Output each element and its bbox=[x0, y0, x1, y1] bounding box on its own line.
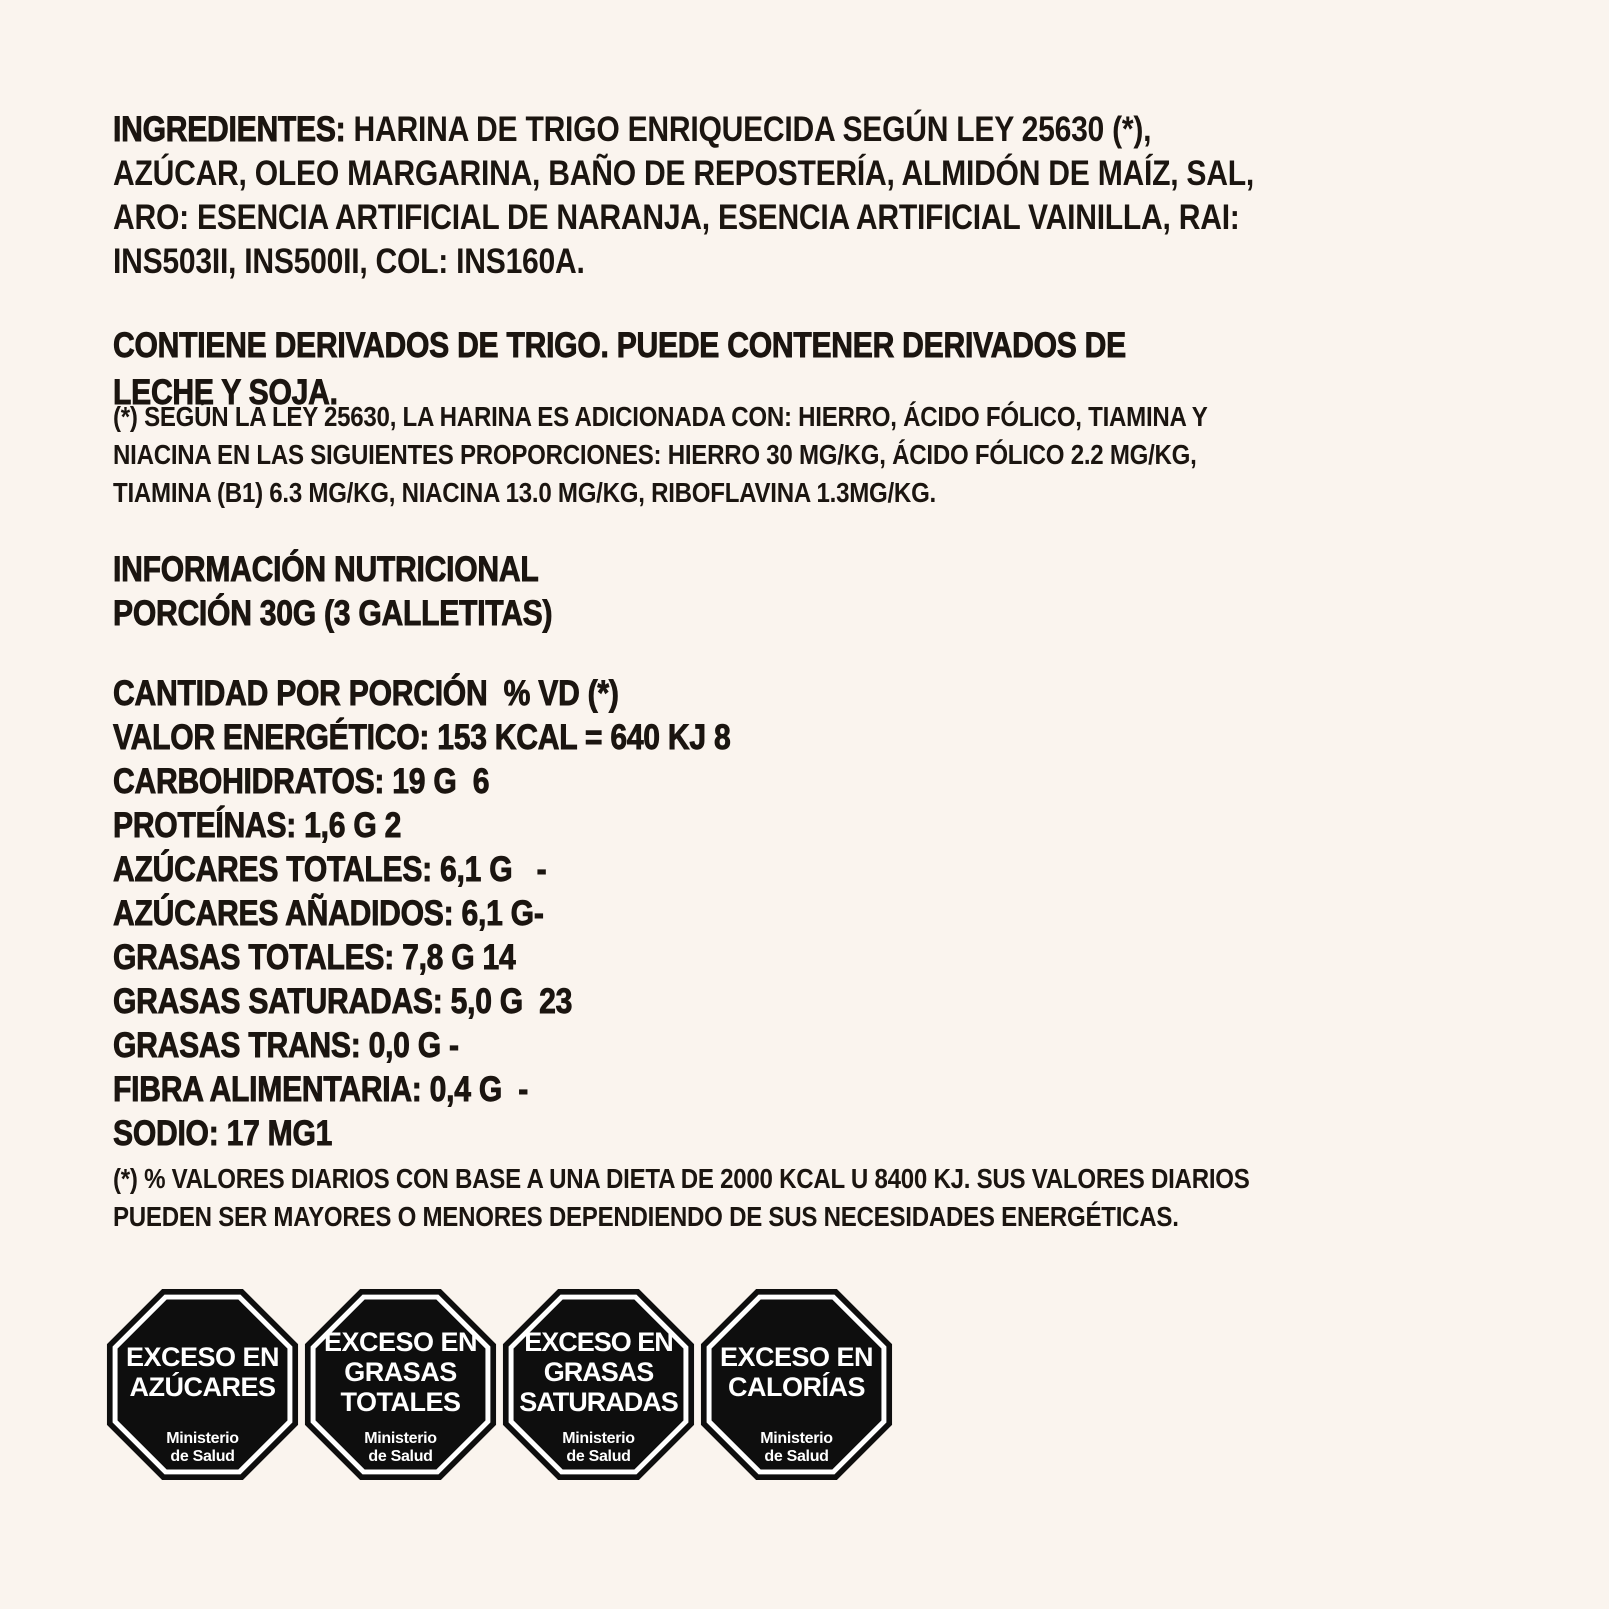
nutrition-row-energy: VALOR ENERGÉTICO: 153 KCAL = 640 KJ 8 bbox=[113, 718, 731, 757]
flour-note-line-3: TIAMINA (B1) 6.3 MG/KG, NIACINA 13.0 MG/KG, RIBOFLAVINA 1.3MG/KG. bbox=[113, 477, 936, 508]
nutrition-header: CANTIDAD POR PORCIÓN % VD (*) bbox=[113, 674, 619, 713]
seal-title-line: CALORÍAS bbox=[728, 1372, 865, 1402]
nutrition-row-total-sugars: AZÚCARES TOTALES: 6,1 G - bbox=[113, 850, 547, 889]
daily-values-note-section bbox=[113, 1160, 1435, 1236]
ingredients-line-4: INS503II, INS500II, COL: INS160A. bbox=[113, 242, 585, 281]
seal-excess-sugars bbox=[104, 1286, 301, 1484]
seal-title bbox=[710, 1308, 883, 1436]
seal-title-line: EXCESO EN bbox=[524, 1327, 673, 1357]
seal-ministry bbox=[512, 1430, 685, 1466]
seal-ministry-line: de Salud bbox=[368, 1448, 433, 1465]
nutrition-row-fiber: FIBRA ALIMENTARIA: 0,4 G - bbox=[113, 1070, 528, 1109]
ingredients-line-2: AZÚCAR, OLEO MARGARINA, BAÑO DE REPOSTERÍA, ALMIDÓN DE MAÍZ, SAL, bbox=[113, 154, 1254, 193]
nutrition-row-carbs: CARBOHIDRATOS: 19 G 6 bbox=[113, 762, 490, 801]
seal-title-line: EXCESO EN bbox=[125, 1342, 280, 1372]
daily-values-note-line-1: (*) % VALORES DIARIOS CON BASE A UNA DIETA DE 2000 KCAL U 8400 KJ. SUS VALORES DIARIOS bbox=[113, 1163, 1250, 1194]
seal-excess-calories bbox=[698, 1286, 895, 1484]
seal-ministry bbox=[314, 1430, 487, 1466]
seal-title-line: AZÚCARES bbox=[129, 1372, 276, 1402]
seal-excess-saturated-fat bbox=[500, 1286, 697, 1484]
seal-excess-total-fat bbox=[302, 1286, 499, 1484]
seal-ministry-line: de Salud bbox=[170, 1448, 235, 1465]
nutrition-row-sodium: SODIO: 17 MG1 bbox=[113, 1114, 333, 1153]
flour-note-line-1: (*) SEGÚN LA LEY 25630, LA HARINA ES ADICIONADA CON: HIERRO, ÁCIDO FÓLICO, TIAMINA Y bbox=[113, 401, 1208, 432]
seal-ministry-line: Ministerio bbox=[562, 1430, 635, 1447]
nutrition-title: INFORMACIÓN NUTRICIONAL bbox=[113, 550, 539, 589]
seal-ministry-line: de Salud bbox=[566, 1448, 631, 1465]
seal-title-line: SATURADAS bbox=[519, 1387, 678, 1417]
warning-seals-row bbox=[104, 1286, 895, 1484]
seal-title-line: GRASAS bbox=[344, 1357, 457, 1387]
nutrition-title-section bbox=[113, 548, 624, 636]
seal-ministry-line: de Salud bbox=[764, 1448, 829, 1465]
seal-title-line: EXCESO EN bbox=[719, 1342, 874, 1372]
ingredients-label: INGREDIENTES: bbox=[113, 110, 346, 149]
nutrition-table-section bbox=[113, 672, 831, 1156]
seal-ministry bbox=[710, 1430, 883, 1466]
seal-ministry bbox=[116, 1430, 289, 1466]
nutrition-row-added-sugars: AZÚCARES AÑADIDOS: 6,1 G- bbox=[113, 894, 544, 933]
seal-title-line: GRASAS bbox=[543, 1357, 654, 1387]
daily-values-note-line-2: PUEDEN SER MAYORES O MENORES DEPENDIENDO DE SUS NECESIDADES ENERGÉTICAS. bbox=[113, 1201, 1179, 1232]
ingredients-line-3: ARO: ESENCIA ARTIFICIAL DE NARANJA, ESENCIA ARTIFICIAL VAINILLA, RAI: bbox=[113, 198, 1240, 237]
seal-ministry-line: Ministerio bbox=[166, 1430, 239, 1447]
seal-ministry-line: Ministerio bbox=[364, 1430, 437, 1447]
nutrition-row-saturated-fat: GRASAS SATURADAS: 5,0 G 23 bbox=[113, 982, 573, 1021]
ingredients-line-1 bbox=[113, 108, 1254, 152]
nutrition-row-trans-fat: GRASAS TRANS: 0,0 G - bbox=[113, 1026, 459, 1065]
seal-title-line: TOTALES bbox=[340, 1387, 461, 1417]
flour-note-section bbox=[113, 398, 1386, 512]
flour-note-line-2: NIACINA EN LAS SIGUIENTES PROPORCIONES: HIERRO 30 MG/KG, ÁCIDO FÓLICO 2.2 MG/KG, bbox=[113, 439, 1197, 470]
seal-title bbox=[116, 1308, 289, 1436]
seal-title bbox=[314, 1308, 487, 1436]
seal-ministry-line: Ministerio bbox=[760, 1430, 833, 1447]
seal-title-line: EXCESO EN bbox=[323, 1327, 478, 1357]
ingredients-section bbox=[113, 108, 1440, 284]
nutrition-row-protein: PROTEÍNAS: 1,6 G 2 bbox=[113, 806, 402, 845]
allergen-line-2: LECHE Y SOJA. bbox=[113, 373, 338, 412]
ingredients-line-1-text: HARINA DE TRIGO ENRIQUECIDA SEGÚN LEY 25630 (*), bbox=[345, 110, 1152, 149]
seal-title bbox=[512, 1308, 685, 1436]
allergen-line-1: CONTIENE DERIVADOS DE TRIGO. PUEDE CONTENER DERIVADOS DE bbox=[113, 326, 1126, 365]
nutrition-row-total-fat: GRASAS TOTALES: 7,8 G 14 bbox=[113, 938, 516, 977]
nutrition-portion: PORCIÓN 30G (3 GALLETITAS) bbox=[113, 594, 553, 633]
